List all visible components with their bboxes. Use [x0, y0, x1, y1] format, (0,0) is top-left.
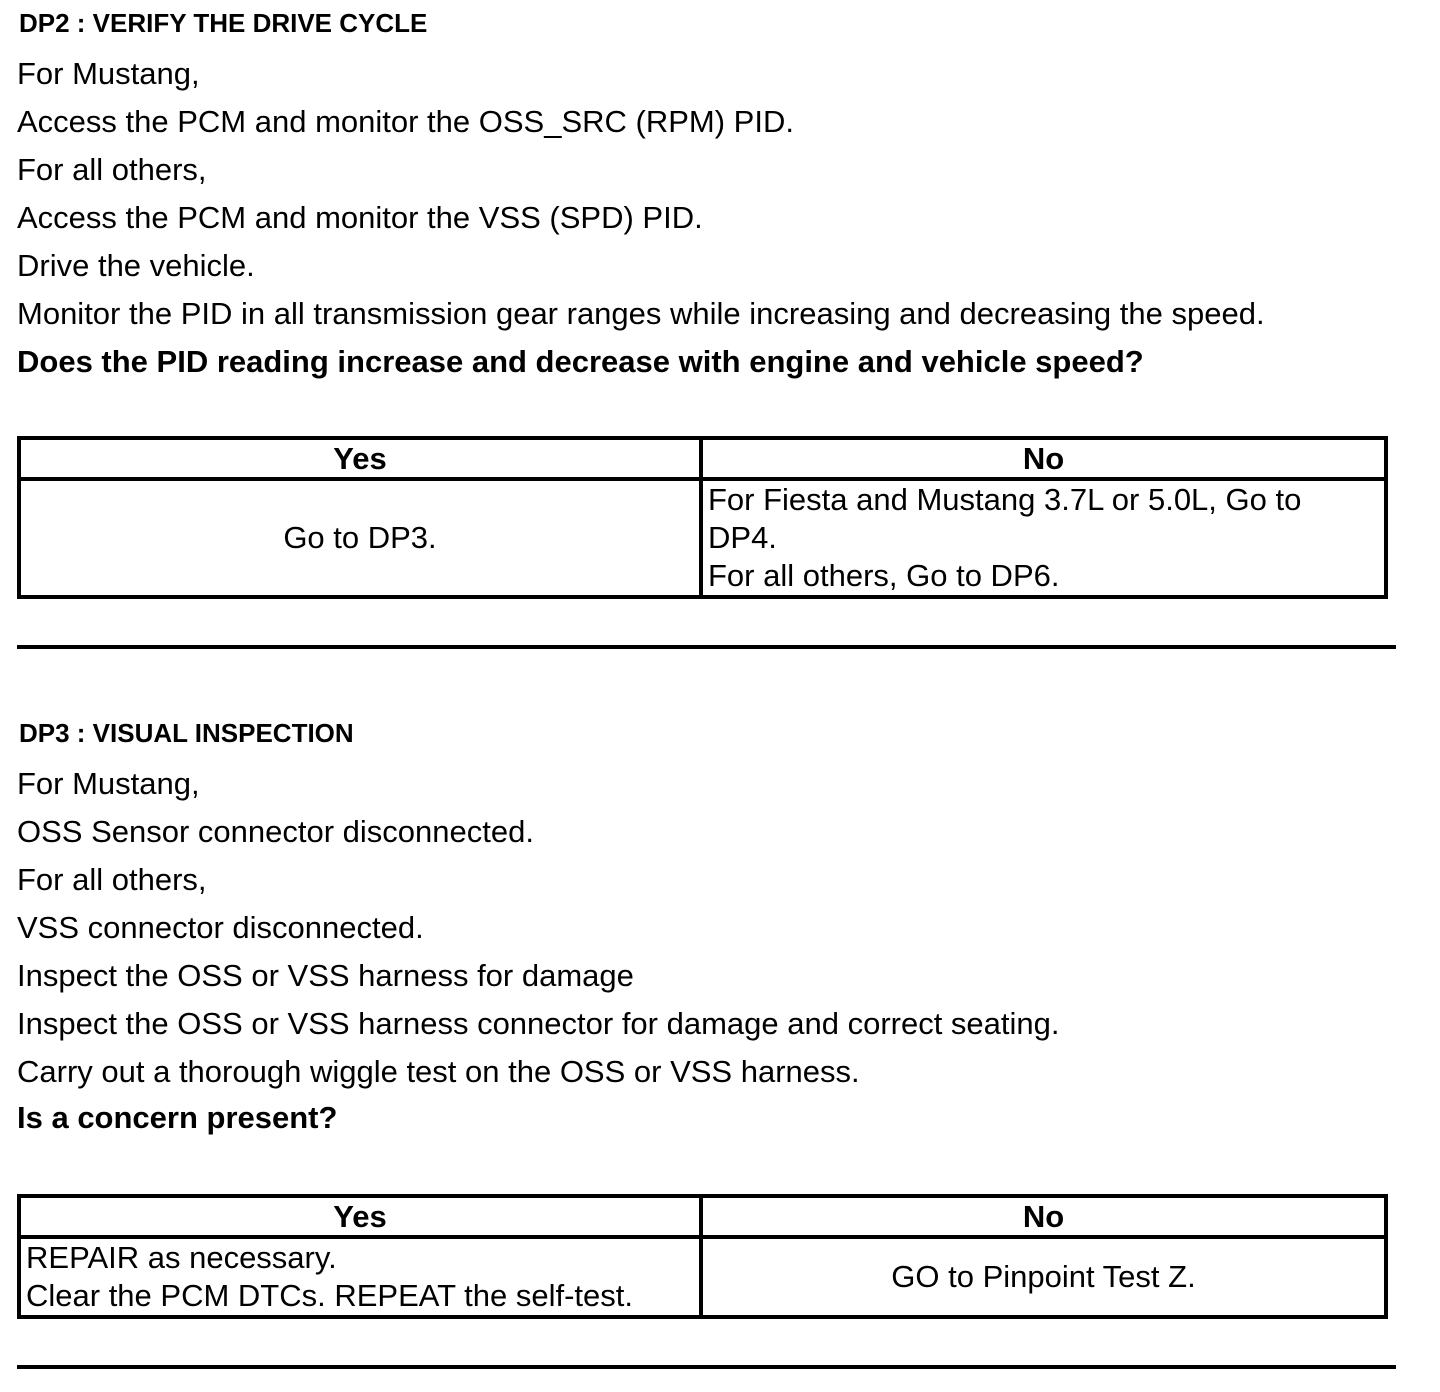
no-cell — [701, 479, 1386, 597]
dp2-step-line: Monitor the PID in all transmission gear ranges while increasing and decreasing the speed. — [17, 296, 1265, 331]
no-cell-line: GO to Pinpoint Test Z. — [891, 1259, 1196, 1294]
no-header: No — [701, 1196, 1386, 1237]
yes-header: Yes — [19, 438, 701, 479]
dp3-step-line: OSS Sensor connector disconnected. — [17, 814, 534, 849]
dp3-question: Is a concern present? — [17, 1100, 338, 1135]
dp2-step-line: For all others, — [17, 152, 207, 187]
dp2-result-table — [17, 436, 1388, 599]
no-cell-line: DP4. — [708, 520, 777, 555]
dp2-step-line: Access the PCM and monitor the VSS (SPD) PID. — [17, 200, 703, 235]
yes-cell-line: REPAIR as necessary. — [26, 1240, 337, 1275]
yes-cell — [19, 479, 701, 597]
dp3-step-line: Carry out a thorough wiggle test on the OSS or VSS harness. — [17, 1054, 860, 1089]
dp2-step-line: Access the PCM and monitor the OSS_SRC (RPM) PID. — [17, 104, 794, 139]
dp2-step-line: Drive the vehicle. — [17, 248, 255, 283]
yes-cell-line: Go to DP3. — [283, 520, 437, 555]
yes-header: Yes — [19, 1196, 701, 1237]
dp3-result-table — [17, 1194, 1388, 1319]
dp3-step-line: For Mustang, — [17, 766, 200, 801]
dp2-question: Does the PID reading increase and decrease with engine and vehicle speed? — [17, 344, 1144, 379]
dp2-step-line: For Mustang, — [17, 56, 200, 91]
no-header: No — [701, 438, 1386, 479]
section-divider — [17, 645, 1396, 649]
table-row — [19, 479, 1386, 597]
yes-cell — [19, 1237, 701, 1317]
dp2-section-title: DP2 : VERIFY THE DRIVE CYCLE — [19, 8, 428, 38]
table-header-row — [19, 1196, 1386, 1237]
no-cell-line: For Fiesta and Mustang 3.7L or 5.0L, Go to — [708, 482, 1302, 517]
dp3-step-line: VSS connector disconnected. — [17, 910, 424, 945]
section-divider — [17, 1365, 1396, 1369]
dp3-section-title: DP3 : VISUAL INSPECTION — [19, 718, 354, 748]
no-cell — [701, 1237, 1386, 1317]
table-header-row — [19, 438, 1386, 479]
yes-cell-line: Clear the PCM DTCs. REPEAT the self-test. — [26, 1278, 633, 1313]
table-row — [19, 1237, 1386, 1317]
dp3-step-line: Inspect the OSS or VSS harness connector for damage and correct seating. — [17, 1006, 1060, 1041]
dp3-step-line: For all others, — [17, 862, 207, 897]
dp3-step-line: Inspect the OSS or VSS harness for damage — [17, 958, 634, 993]
no-cell-line: For all others, Go to DP6. — [708, 558, 1060, 593]
